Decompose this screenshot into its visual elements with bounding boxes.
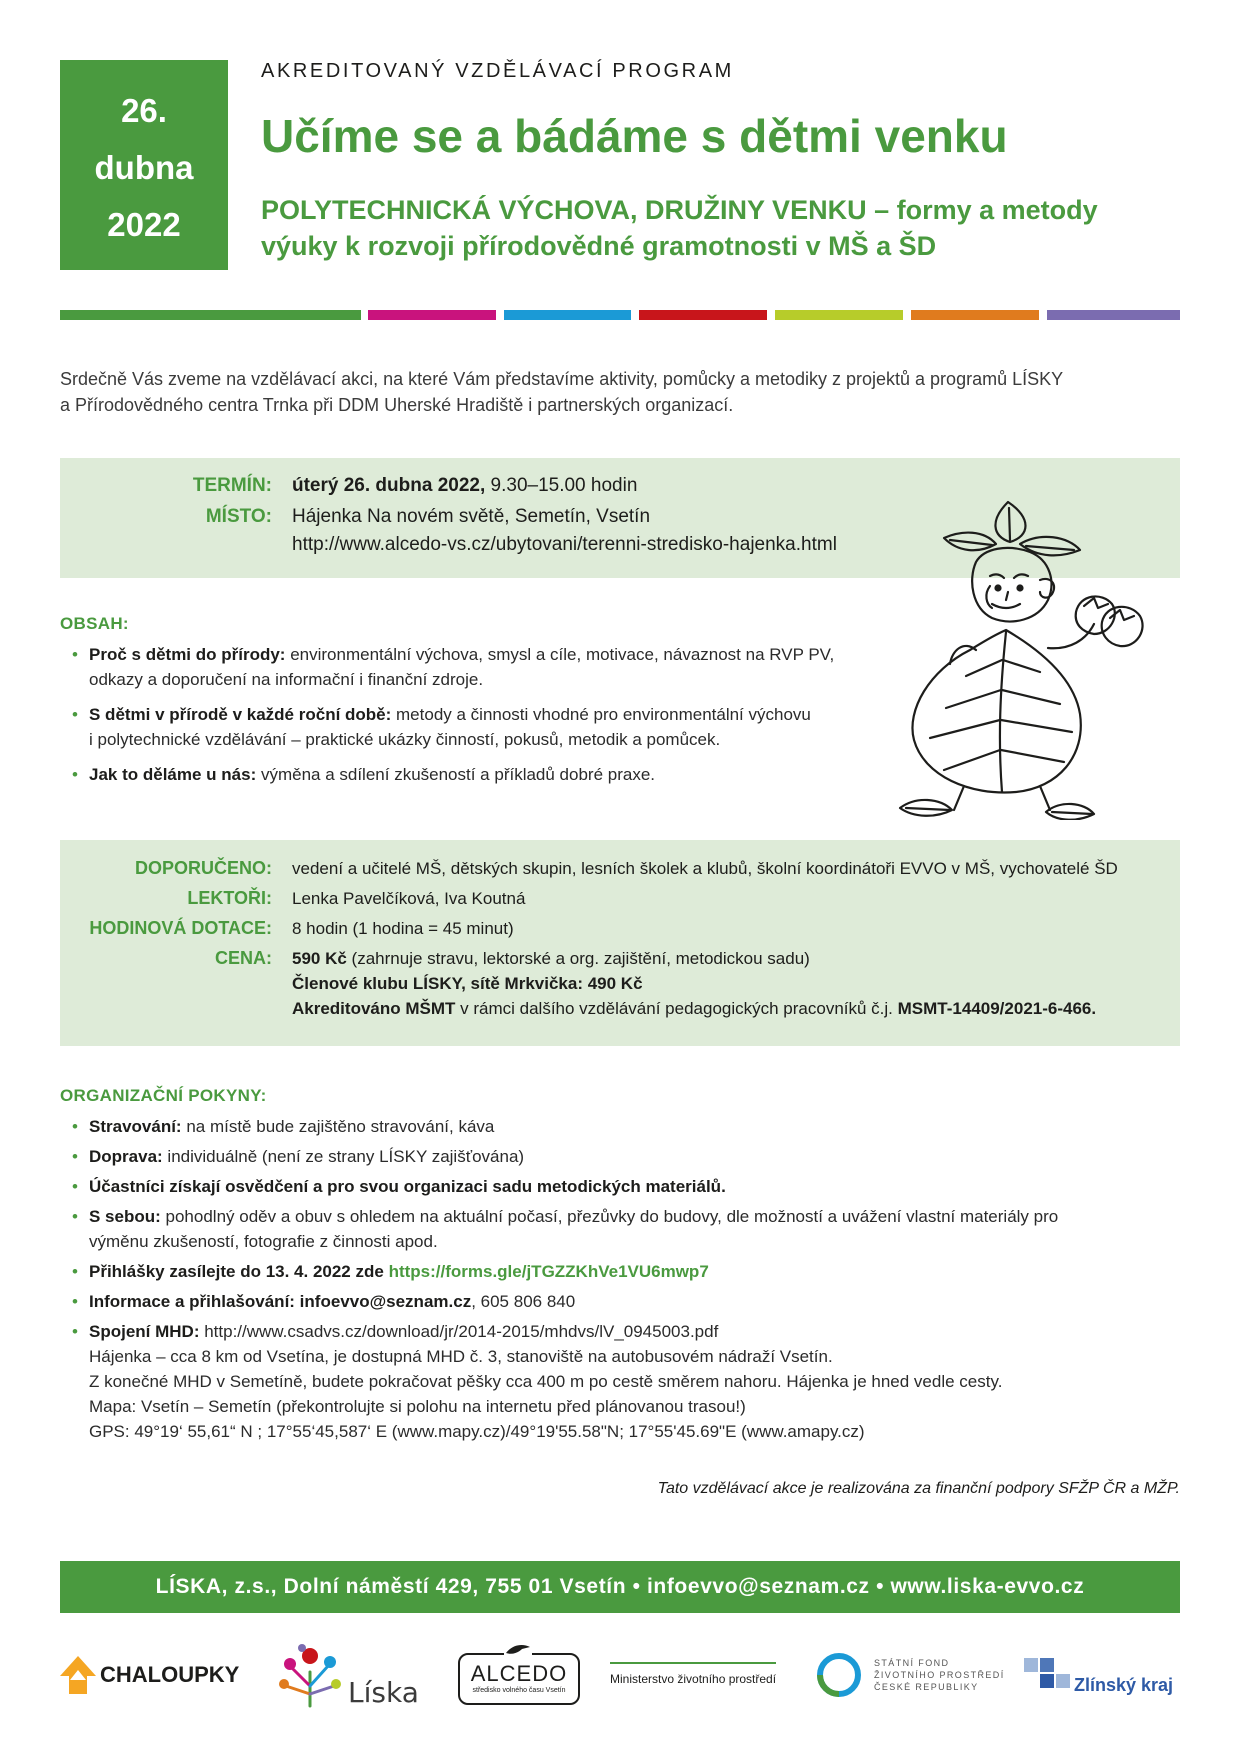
liska-text: Líska xyxy=(348,1675,419,1709)
mhd-label: Spojení MHD: xyxy=(89,1322,200,1341)
list-item xyxy=(72,762,952,787)
cena-value xyxy=(292,949,810,969)
doporuceno-label: DOPORUČENO: xyxy=(134,858,272,878)
misto-value: Hájenka Na novém světě, Semetín, Vsetín xyxy=(292,506,651,527)
ucastnici-text: Účastníci získají osvědčení a pro svou organizaci sadu metodických materiálů. xyxy=(89,1177,726,1196)
sebou-label: S sebou: xyxy=(89,1207,161,1226)
pokyny-heading: ORGANIZAČNÍ POKYNY: xyxy=(60,1086,267,1105)
obsah-item-2-text: metody a činnosti vhodné pro environmentální výchovu xyxy=(391,705,811,724)
cena-label: CENA: xyxy=(215,948,272,968)
color-bar-magenta xyxy=(368,310,496,320)
intro-line-1: Srdečně Vás zveme na vzdělávací akci, na které Vám představíme aktivity, pomůcky a metodiky z projektů a programů LÍSKY xyxy=(60,369,1064,389)
sfzp-line-2: ŽIVOTNÍHO PROSTŘEDÍ xyxy=(874,1670,1005,1680)
list-item xyxy=(72,642,952,692)
mhd-line5: GPS: 49°19‘ 55,61“ N ; 17°55‘45,587‘ E (www.mapy.cz)/49°19'55.58"N; 17°55'45.69"E (www.amapy.cz) xyxy=(89,1422,865,1441)
color-bar-blue xyxy=(504,310,631,320)
subtitle xyxy=(261,192,1161,264)
obsah-item-3-title: Jak to děláme u nás: xyxy=(89,765,257,784)
list-item xyxy=(72,1259,1172,1284)
logo-chaloupky xyxy=(60,1640,239,1710)
doprava-label: Doprava: xyxy=(89,1147,163,1166)
clenove-price xyxy=(292,974,643,994)
alcedo-subtext: středisko volného času Vsetín xyxy=(472,1687,566,1694)
mzp-text: Ministerstvo životního prostředí xyxy=(610,1672,777,1686)
color-bar-green xyxy=(60,310,361,320)
logo-alcedo xyxy=(458,1640,580,1710)
chaloupky-text: CHALOUPKY xyxy=(100,1662,240,1687)
termin-date: úterý 26. dubna 2022, xyxy=(292,475,486,496)
liska-flower-icon xyxy=(278,1642,342,1708)
mhd-url[interactable]: http://www.csadvs.cz/download/jr/2014-2015/mhdvs/lV_0945003.pdf xyxy=(199,1322,719,1341)
zlin-text: Zlínský kraj xyxy=(1074,1674,1174,1695)
termin-value xyxy=(292,475,637,497)
strava-text: na místě bude zajištěno stravování, káva xyxy=(181,1117,495,1136)
subtitle-line-2: výuky k rozvoji přírodovědné gramotnosti v MŠ a ŠD xyxy=(261,231,937,261)
logo-sfzp xyxy=(816,1640,1005,1710)
akreditace-bold: Akreditováno MŠMT xyxy=(292,999,456,1018)
doprava-text: individuálně (není ze strany LÍSKY zajišťována) xyxy=(162,1147,525,1166)
obsah-item-1-title: Proč s dětmi do přírody: xyxy=(89,645,286,664)
sfzp-line-1: STÁTNÍ FOND xyxy=(874,1658,950,1668)
info-panel xyxy=(60,840,1180,1046)
obsah-list xyxy=(72,642,952,787)
date-box xyxy=(60,60,228,270)
mhd-line4: Mapa: Vsetín – Semetín (překontrolujte si polohu na internetu před plánovanou trasou!) xyxy=(89,1397,746,1416)
termin-label: TERMÍN: xyxy=(192,475,272,496)
informace-phone: , 605 806 840 xyxy=(471,1292,576,1311)
strava-label: Stravování: xyxy=(89,1117,182,1136)
obsah-item-2-title: S dětmi v přírodě v každé roční době: xyxy=(89,705,392,724)
clenove-text: Členové klubu LÍSKY, sítě Mrkvička: 490 Kč xyxy=(292,974,643,993)
obsah-item-3-text: výměna a sdílení zkušeností a příkladů dobré praxe. xyxy=(256,765,656,784)
intro-line-2: a Přírodovědného centra Trnka při DDM Uherské Hradiště i partnerských organizací. xyxy=(60,395,734,415)
date-day: 26. xyxy=(121,92,167,129)
dotace-value: 8 hodin (1 hodina = 45 minut) xyxy=(292,919,514,938)
mhd-line3: Z konečné MHD v Semetíně, budete pokračovat pěšky cca 400 m po cestě směrem nahoru. Hájenka je hned vedle cesty. xyxy=(89,1372,1003,1391)
zlin-squares-icon xyxy=(1024,1658,1072,1692)
sfzp-line-3: ČESKÉ REPUBLIKY xyxy=(874,1682,979,1692)
pokyny-list xyxy=(72,1114,1172,1444)
intro-paragraph xyxy=(60,366,1180,418)
logo-zlinsky-kraj xyxy=(1024,1640,1173,1710)
list-item xyxy=(72,1174,1172,1199)
list-item xyxy=(72,1144,1172,1169)
date-month: dubna xyxy=(94,149,194,186)
list-item xyxy=(72,702,952,752)
color-bar-purple xyxy=(1047,310,1180,320)
akreditace xyxy=(292,999,1096,1019)
pretitle: AKREDITOVANÝ VZDĚLÁVACÍ PROGRAM xyxy=(261,60,734,82)
akreditace-cj: MSMT-14409/2021-6-466. xyxy=(897,999,1097,1018)
color-bar-orange xyxy=(911,310,1039,320)
logo-mzp xyxy=(610,1640,776,1710)
akreditace-text: v rámci dalšího vzdělávání pedagogických pracovníků č.j. xyxy=(455,999,898,1018)
alcedo-badge xyxy=(458,1653,580,1705)
cena-price: 590 Kč xyxy=(292,949,347,968)
sebou-line2: výměnu zkušeností, fotografie z činnosti apod. xyxy=(89,1232,438,1251)
list-item xyxy=(72,1114,1172,1139)
alcedo-text: ALCEDO xyxy=(470,1661,568,1686)
prihlasky-label: Přihlášky zasílejte do 13. 4. 2022 zde xyxy=(89,1262,389,1281)
chaloupky-arrow-icon xyxy=(60,1656,96,1694)
color-divider xyxy=(60,310,1180,320)
page-title: Učíme se a bádáme s dětmi venku xyxy=(261,110,1008,162)
color-bar-red xyxy=(639,310,767,320)
prihlasky-link[interactable]: https://forms.gle/jTGZZKhVe1VU6mwp7 xyxy=(388,1262,709,1281)
doporuceno-value: vedení a učitelé MŠ, dětských skupin, lesních školek a klubů, školní koordinátoři EVVO v MŠ, vychovatelé ŠD xyxy=(292,859,1118,878)
termin-time: 9.30–15.00 hodin xyxy=(485,475,638,496)
list-item xyxy=(72,1204,1172,1254)
obsah-item-2-line2: i polytechnické vzdělávání – praktické ukázky činností, pokusů, metodik a pomůcek. xyxy=(89,730,721,749)
color-bar-lime xyxy=(775,310,903,320)
lektori-value: Lenka Pavelčíková, Iva Koutná xyxy=(292,889,526,908)
kingfisher-icon xyxy=(504,1641,532,1657)
dotace-label: HODINOVÁ DOTACE: xyxy=(89,918,272,938)
mhd-line2: Hájenka – cca 8 km od Vsetína, je dostupná MHD č. 3, stanoviště na autobusovém nádraží Vsetín. xyxy=(89,1347,833,1366)
obsah-item-1-line2: odkazy a doporučení na informační i finanční zdroje. xyxy=(89,670,484,689)
date-year: 2022 xyxy=(107,206,181,243)
support-note: Tato vzdělávací akce je realizována za finanční podpory SFŽP ČR a MŽP. xyxy=(657,1480,1180,1497)
list-item xyxy=(72,1289,1172,1314)
cena-note: (zahrnuje stravu, lektorské a org. zajištění, metodickou sadu) xyxy=(346,949,810,968)
misto-label: MÍSTO: xyxy=(205,506,272,527)
misto-url[interactable]: http://www.alcedo-vs.cz/ubytovani/terenni-stredisko-hajenka.html xyxy=(292,534,837,555)
sebou-text: pohodlný oděv a obuv s ohledem na aktuální počasí, přezůvky do budovy, dle možností a uvážení vlastní materiály pro xyxy=(160,1207,1059,1226)
obsah-heading: OBSAH: xyxy=(60,614,129,633)
obsah-item-1-text: environmentální výchova, smysl a cíle, motivace, návaznost na RVP PV, xyxy=(285,645,835,664)
footer-contact-bar: LÍSKA, z.s., Dolní náměstí 429, 755 01 Vsetín • infoevvo@seznam.cz • www.liska-evvo.cz xyxy=(60,1561,1180,1613)
sfzp-circle-icon xyxy=(816,1652,862,1698)
informace-label: Informace a přihlašování: infoevvo@seznam.cz xyxy=(89,1292,472,1311)
subtitle-line-1: POLYTECHNICKÁ VÝCHOVA, DRUŽINY VENKU – formy a metody xyxy=(261,195,1098,225)
logo-liska xyxy=(278,1640,419,1710)
lektori-label: LEKTOŘI: xyxy=(187,888,272,908)
list-item xyxy=(72,1319,1172,1444)
